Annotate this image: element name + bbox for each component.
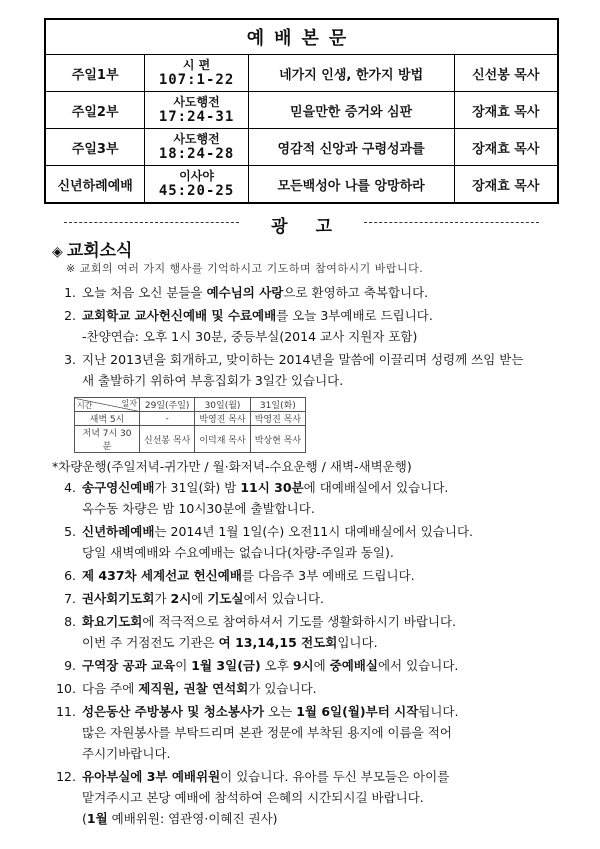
table-row	[45, 166, 558, 204]
list-item: 9. 구역장 공과 교육이 1월 3일(금) 오후 9시에 중예배실에서 있습니다.	[64, 658, 459, 673]
scripture: 사도행전 17:24-31	[145, 92, 248, 129]
worship-table-header: 예배본문	[45, 19, 558, 55]
schedule-cell: 박영진 목사	[195, 412, 250, 426]
ads-title	[44, 212, 559, 237]
preacher: 장재효 목사	[454, 129, 558, 166]
preacher: 장재효 목사	[454, 92, 558, 129]
news-note: ※ 교회의 여러 가지 행사를 기억하시고 기도하며 참여하시기 바랍니다.	[66, 262, 424, 275]
ads-heading: 광고	[271, 217, 360, 237]
schedule-time: 새벽 5시	[75, 412, 140, 426]
schedule-cell: 박상현 목사	[250, 426, 305, 453]
sermon-title: 모든백성아 나를 앙망하라	[248, 166, 454, 204]
list-item: 8. 화요기도회에 적극적으로 참여하셔서 기도를 생활화하시기 바랍니다. 이번 주 거점전도 기관은 여 13,14,15 전도회입니다.	[64, 614, 457, 650]
schedule-time: 저녁 7시 30분	[75, 426, 140, 453]
service-name: 주일1부	[45, 55, 145, 92]
list-item: 12. 유아부실에 3부 예배위원이 있습니다. 유아를 두신 부모들은 아이를 맡겨주시고 본당 예배에 참석하여 은혜의 시간되시길 바랍니다. (1월 예배위원: 염관영·이혜진 권사)	[56, 769, 450, 826]
list-item: 1. 오늘 처음 오신 분들을 예수님의 사랑으로 환영하고 축복합니다.	[64, 285, 429, 300]
list-item: 11. 성은동산 주방봉사 및 청소봉사가 오는 1월 6일(월)부터 시작됩니다. 많은 자원봉사를 부탁드리며 본관 정문에 부착된 용지에 이름을 적어 주시기바랍니다.	[56, 704, 459, 761]
list-item: 10. 다음 주에 제직원, 권찰 연석회가 있습니다.	[56, 681, 317, 696]
worship-section	[44, 18, 559, 204]
sermon-title: 영감적 신앙과 구령성과를	[248, 129, 454, 166]
table-row	[45, 129, 558, 166]
list-item: 4. 송구영신예배가 31일(화) 밤 11시 30분에 대예배실에서 있습니다. 옥수동 차량은 밤 10시30분에 출발합니다.	[64, 480, 449, 516]
list-item: 2. 교회학교 교사헌신예배 및 수료예배를 오늘 3부예배로 드립니다. -찬양연습: 오후 1시 30분, 중등부실(2014 교사 지원자 포함)	[64, 308, 433, 344]
service-name: 주일3부	[45, 129, 145, 166]
schedule-day: 30일(월)	[195, 398, 250, 412]
schedule-corner: 일자 시간	[75, 398, 140, 412]
service-name: 주일2부	[45, 92, 145, 129]
schedule-cell: -	[140, 412, 195, 426]
table-row	[45, 92, 558, 129]
schedule-day: 31일(화)	[250, 398, 305, 412]
news-heading: ◈ 교회소식	[52, 241, 133, 261]
schedule-cell: 박영진 목사	[250, 412, 305, 426]
preacher: 장재효 목사	[454, 166, 558, 204]
revival-schedule-table	[74, 397, 306, 453]
list-item: 7. 권사회기도회가 2시에 기도실에서 있습니다.	[64, 591, 324, 606]
list-item: 6. 제 437차 세계선교 헌신예배를 다음주 3부 예배로 드립니다.	[64, 568, 415, 583]
service-name: 신년하례예배	[45, 166, 145, 204]
bus-info: *차량운행(주일저녁-귀가만 / 월·화저녁-수요운행 / 새벽-새벽운행)	[52, 459, 412, 474]
sermon-title: 믿을만한 증거와 심판	[248, 92, 454, 129]
schedule-cell: 이덕재 목사	[195, 426, 250, 453]
table-row	[75, 426, 306, 453]
sermon-title: 네가지 인생, 한가지 방법	[248, 55, 454, 92]
table-row	[75, 412, 306, 426]
table-row	[45, 55, 558, 92]
list-item: 5. 신년하례예배는 2014년 1월 1일(수) 오전11시 대예배실에서 있습니다. 당일 새벽예배와 수요예배는 없습니다(차량-주일과 동일).	[64, 524, 473, 560]
diamond-icon: ◈	[52, 244, 63, 260]
schedule-cell: 신선봉 목사	[140, 426, 195, 453]
scripture: 이사야 45:20-25	[145, 166, 248, 204]
divider	[364, 222, 539, 223]
schedule-day: 29일(주일)	[140, 398, 195, 412]
scripture: 시 편 107:1-22	[145, 55, 248, 92]
church-news	[52, 236, 562, 831]
worship-table	[44, 18, 559, 204]
preacher: 신선봉 목사	[454, 55, 558, 92]
scripture: 사도행전 18:24-28	[145, 129, 248, 166]
list-item: 3. 지난 2013년을 회개하고, 맞이하는 2014년을 말씀에 이끌리며 성령께 쓰임 받는 새 출발하기 위하여 부흥집회가 3일간 있습니다.	[64, 352, 524, 388]
